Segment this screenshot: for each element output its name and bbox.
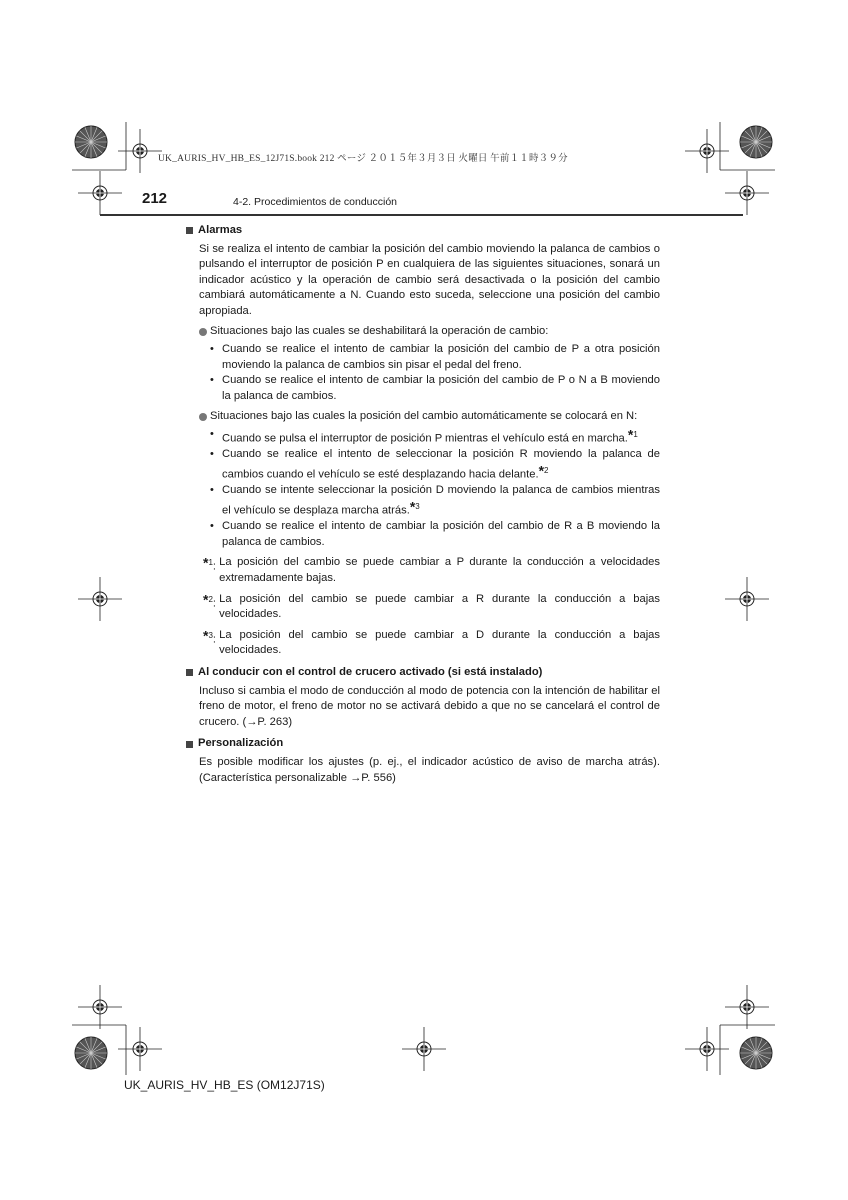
chapter-title: 4-2. Procedimientos de conducción	[233, 196, 398, 208]
page-number: 212	[142, 190, 168, 207]
list-item: • Cuando se pulsa el interruptor de posición P mientras el vehículo está en marcha.*$^1$	[210, 426, 638, 445]
list-item: • Cuando se intente seleccionar la posición D moviendo la palanca de cambios mientras el vehículo se desplaza marcha atrás.*$^3$	[210, 484, 660, 517]
footnote-2: *$^2$: La posición del cambio se puede cambiar a R durante la conducción a bajas velocidades.	[203, 591, 660, 621]
alarmas-intro: Si se realiza el intento de cambiar la posición del cambio moviendo la palanca de cambios o pulsando el interruptor de posición P en cualquiera de las siguientes situaciones, sonará un indicador acústico y la operación de cambio será desactivada o la posición del cambio cambiará automáticamente a N. Cuando esto suceda, seleccione una posición del cambio apropiada.	[199, 242, 660, 317]
square-bullet-icon	[186, 669, 193, 676]
footnote-mark: *	[538, 462, 545, 479]
situation-group-2: Situaciones bajo las cuales la posición del cambio automáticamente se colocará en N:	[199, 409, 660, 425]
header-rule	[100, 214, 743, 216]
file-info: UK_AURIS_HV_HB_ES_12J71S.book 212 ページ ２０１５年３月３日 火曜日 午前１１時３９分	[158, 154, 568, 164]
footnote-mark: *	[409, 498, 416, 515]
circle-bullet-icon	[199, 413, 207, 421]
page-body	[186, 223, 660, 786]
square-bullet-icon	[186, 741, 193, 748]
square-bullet-icon	[186, 227, 193, 234]
section-heading-cruise: Al conducir con el control de crucero activado (si está instalado)	[186, 665, 660, 681]
situation-group-1: Situaciones bajo las cuales se deshabilitará la operación de cambio:	[199, 324, 660, 340]
group-1-list	[210, 342, 660, 404]
list-item: • Cuando se realice el intento de cambiar la posición del cambio de P o N a B moviendo la palanca de cambios.	[210, 374, 660, 402]
personalizacion-text: Es posible modificar los ajustes (p. ej., el indicador acústico de aviso de marcha atrás). (Característica personalizable →P. 556)	[199, 756, 660, 784]
section-heading-personalizacion: Personalización	[186, 736, 660, 752]
footer-code: UK_AURIS_HV_HB_ES (OM12J71S)	[124, 1078, 325, 1092]
footnote-1: *$^1$: La posición del cambio se puede cambiar a P durante la conducción a velocidades extremadamente bajas.	[203, 555, 660, 585]
circle-bullet-icon	[199, 328, 207, 336]
list-item: • Cuando se realice el intento de cambiar la posición del cambio de R a B moviendo la palanca de cambios.	[210, 520, 660, 548]
footnote-3: *$^3$: La posición del cambio se puede cambiar a D durante la conducción a bajas velocidades.	[203, 627, 660, 657]
list-item: • Cuando se realice el intento de cambiar la posición del cambio de P a otra posición moviendo la palanca de cambios sin pisar el pedal del freno.	[210, 343, 660, 371]
cruise-text: Incluso si cambia el modo de conducción al modo de potencia con la intención de habilitar el freno de motor, el freno de motor no se activará debido a que no se cancelará el control de crucero. (→P. 263)	[199, 684, 660, 728]
list-item: • Cuando se realice el intento de seleccionar la posición R moviendo la palanca de cambios cuando el vehículo se esté desplazando hacia delante.*$^2$	[210, 448, 660, 481]
footnote-mark: *	[627, 426, 634, 443]
group-2-list	[210, 427, 660, 550]
section-heading-alarmas: Alarmas	[186, 223, 660, 239]
